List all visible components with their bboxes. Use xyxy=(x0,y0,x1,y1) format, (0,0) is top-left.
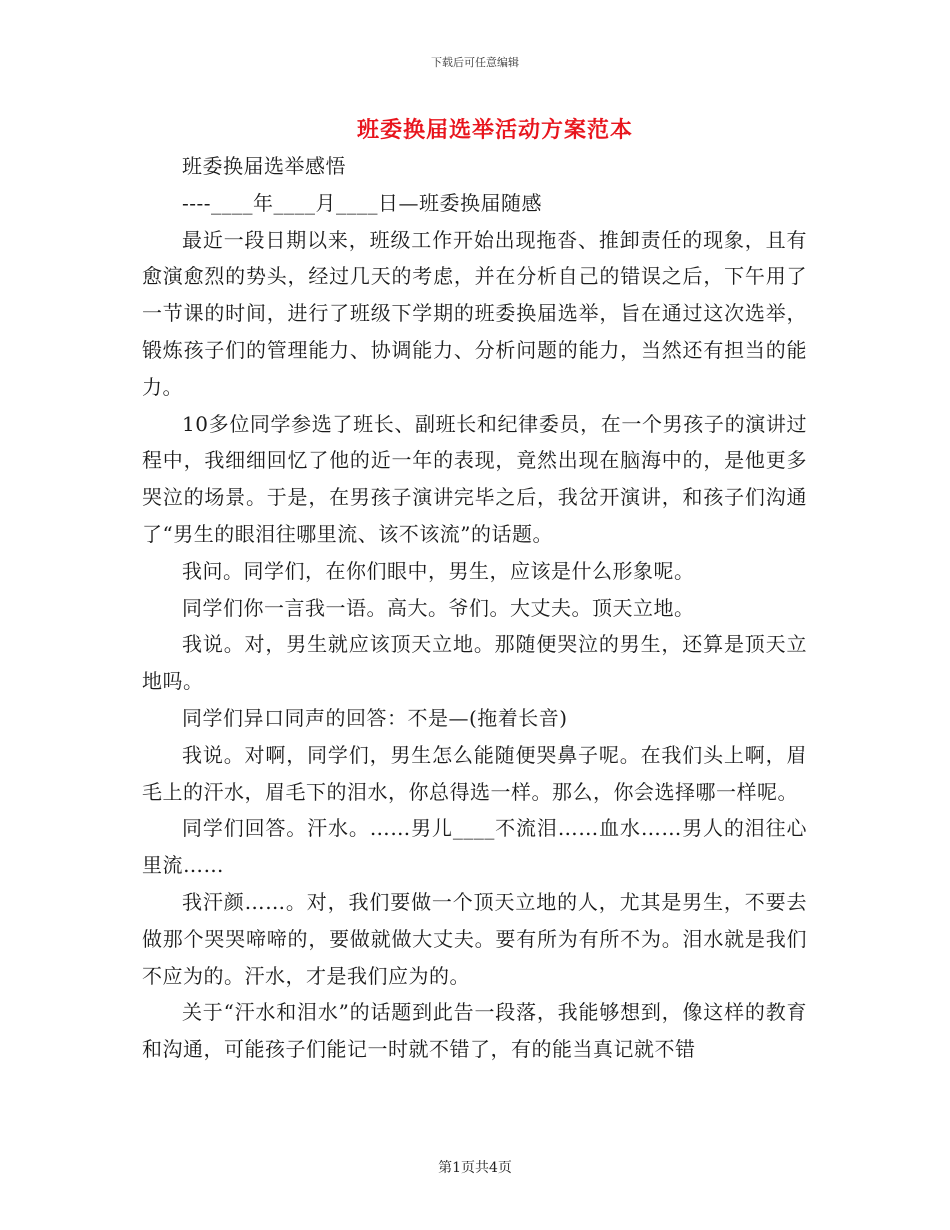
paragraph: 同学们异口同声的回答：不是—(拖着长音) xyxy=(182,705,568,730)
paragraph: 10多位同学参选了班长、副班长和纪律委员，在一个男孩子的演讲过程中，我细细回忆了他的近一年的表现，竟然出现在脑海中的，是他更多哭泣的场景。于是，在男孩子演讲完毕之后，我岔开演讲，和孩子们沟通了“男生的眼泪往哪里流、该不该流”的话题。 xyxy=(142,411,807,546)
document-body xyxy=(142,148,807,1068)
paragraph: 关于“汗水和泪水”的话题到此告一段落，我能够想到，像这样的教育和沟通，可能孩子们能记一时就不错了，有的能当真记就不错 xyxy=(142,1000,807,1062)
paragraph: 同学们回答。汗水。……男儿____不流泪……血水……男人的泪往心里流…… xyxy=(142,816,807,878)
paragraph: 班委换届选举感悟 xyxy=(182,154,346,178)
paragraph: 我问。同学们，在你们眼中，男生，应该是什么形象呢。 xyxy=(182,558,695,583)
paragraph: 同学们你一言我一语。高大。爷们。大丈夫。顶天立地。 xyxy=(182,595,695,620)
paragraph: 我说。对啊，同学们，男生怎么能随便哭鼻子呢。在我们头上啊，眉毛上的汗水，眉毛下的泪水，你总得选一样。那么，你会选择哪一样呢。 xyxy=(142,742,807,804)
header-note: 下载后可任意编辑 xyxy=(431,56,519,69)
paragraph: 最近一段日期以来，班级工作开始出现拖沓、推卸责任的现象，且有愈演愈烈的势头，经过几天的考虑，并在分析自己的错误之后，下午用了一节课的时间，进行了班级下学期的班委换届选举，旨在通过这次选举，锻炼孩子们的管理能力、协调能力、分析问题的能力，当然还有担当的能力。 xyxy=(142,227,807,399)
paragraph: ----____年____月____日—班委换届随感 xyxy=(182,190,543,215)
paragraph: 我汗颜……。对，我们要做一个顶天立地的人，尤其是男生，不要去做那个哭哭啼啼的，要做就做大丈夫。要有所为有所不为。泪水就是我们不应为的。汗水，才是我们应为的。 xyxy=(142,889,807,988)
document-title: 班委换届选举活动方案范本 xyxy=(356,117,633,143)
page-number: 第1页共4页 xyxy=(438,1160,512,1176)
paragraph: 我说。对，男生就应该顶天立地。那随便哭泣的男生，还算是顶天立地吗。 xyxy=(142,632,807,694)
